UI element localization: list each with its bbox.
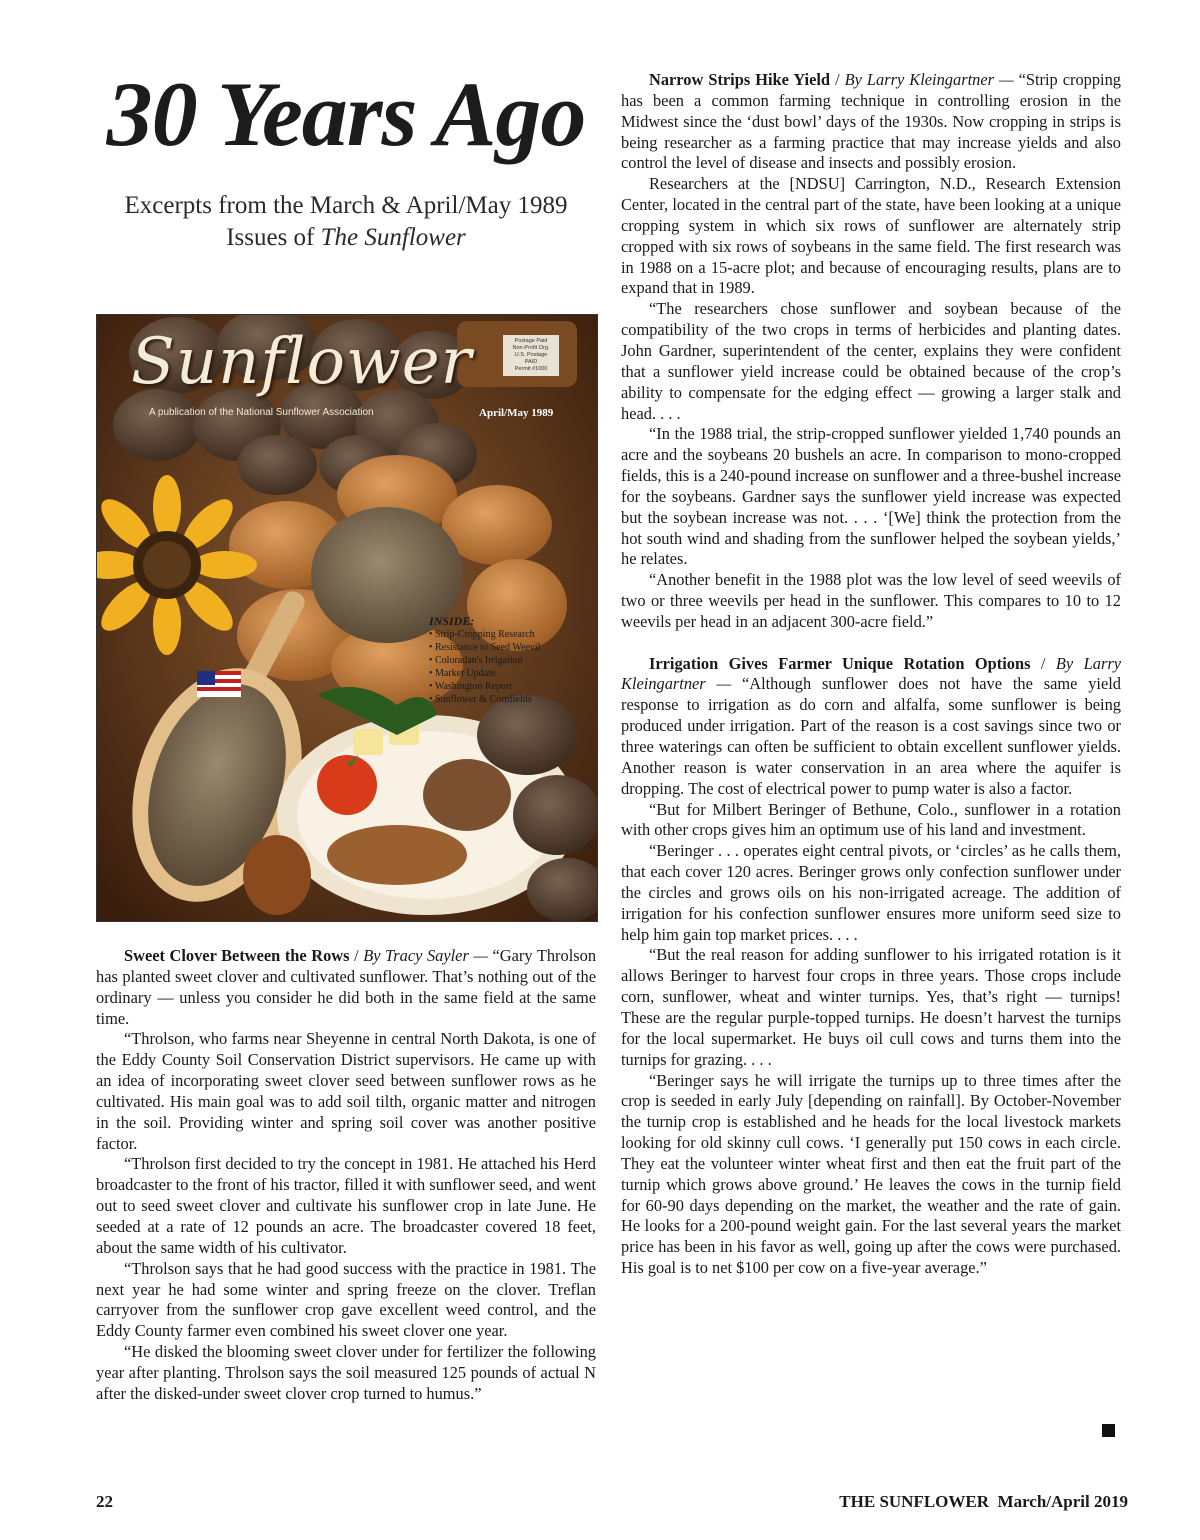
article-narrow-strips — [621, 70, 1121, 633]
postal-line: Postage Paid — [514, 338, 548, 344]
cover-inside-item: • Coloradan's Irrigation — [429, 655, 523, 666]
paragraph-text: “Gary Throlson has planted sweet clover and cultivated sunflower. That’s nothing out of the ordinary — unless you consider he did both in the same field at the same time. — [96, 946, 597, 1028]
cover-inside-item: • Washington Report — [429, 681, 513, 692]
postal-line: Permit #1000 — [514, 366, 548, 372]
cover-inside-item: • Strip-Cropping Research — [429, 629, 535, 640]
cover-inside-item: • Resistance to Seed Weevil — [429, 642, 541, 653]
article-irrigation — [621, 654, 1121, 1279]
postal-line: PAID — [524, 359, 538, 365]
cover-postal-indicia — [503, 335, 559, 376]
article-paragraph: “But for Milbert Beringer of Bethune, Colo., sunflower in a rotation with other crops gives him an optimum use of his land and investment. — [621, 799, 1121, 840]
article-paragraph — [621, 654, 1121, 800]
article-byline: By Tracy Sayler — — [363, 946, 488, 965]
subtitle-line-1: Excerpts from the March & April/May 1989 — [124, 192, 568, 219]
separator: / — [830, 70, 845, 89]
article-paragraph: “In the 1988 trial, the strip-cropped sunflower yielded 1,740 pounds an acre and the soybeans 20 bushels an acre. In comparison to mono-cropped fields, this is a 240-pound increase on sunflower and a three-bushel increase for the soybeans. Gardner says the sunflower yield increase was expected but the soybean increase was not. . . . ‘[We] think the protection from the hot south wind and shading from the sunflower helped the soybean yields,’ he relates. — [621, 424, 1121, 569]
article-headline: Narrow Strips Hike Yield — [649, 70, 831, 89]
article-paragraph: “He disked the blooming sweet clover under for fertilizer the following year after planting. Throlson says the soil measured 125 pounds of actual N after the disked-under sweet clover crop turned to humus.” — [96, 1342, 596, 1403]
article-sweet-clover — [96, 946, 596, 1405]
article-paragraph: “Throlson, who farms near Sheyenne in central North Dakota, is one of the Eddy County Soil Conservation District supervisors. He came up with an idea of incorporating sweet clover seed between sunflower rows as he cultivated. His main goal was to add soil tilth, organic matter and nitrogen in the soil. Providing winter and spring soil cover was another positive factor. — [96, 1029, 596, 1153]
article-paragraph: “Beringer . . . operates eight central pivots, or ‘circles’ as he calls them, that each cover 120 acres. Beringer grows only confection sunflower under the circles and grows oils on his non-irrigated acreage. The addition of irrigation for his confection sunflower ensures more uniform seed size to help him gain top market prices. . . . — [621, 841, 1121, 944]
magazine-cover-image — [96, 314, 598, 922]
cover-inside-item: • Sunflower & Cornfields — [429, 694, 532, 705]
separator: / — [1030, 653, 1056, 673]
article-paragraph: “Throlson says that he had good success with the practice in 1981. The next year he had some winter and spring freeze on the clover. Treflan carryover from the sunflower crop gave excellent weed control, and the Eddy County farmer even combined his sweet clover one year. — [96, 1258, 596, 1341]
article-byline: By Larry Kleingartner — — [844, 70, 1014, 89]
paragraph-text: “Strip cropping has been a common farming technique in controlling erosion in the Midwest since the ‘dust bowl’ days of the 1930s. Now cropping in strips is being researcher as a farming practice that may increase yields and also control the level of disease and insects and possibly erosion. — [621, 70, 1121, 173]
article-byline: By Larry Kleingartner — — [621, 653, 1121, 694]
article-headline: Irrigation Gives Farmer Unique Rotation Options — [649, 653, 1031, 673]
subtitle-publication: The Sunflower — [320, 224, 466, 251]
subtitle-prefix: Issues of — [226, 224, 321, 251]
cover-tagline: A publication of the National Sunflower Association — [149, 407, 374, 418]
cover-masthead: Sunflower — [131, 325, 473, 399]
article-paragraph: “Another benefit in the 1988 plot was the low level of seed weevils of two or three weevils per head in the sunflower. This compares to 10 to 12 weevils per head in an adjacent 300-acre field.” — [621, 570, 1121, 631]
postal-line: Non-Profit Org. — [512, 345, 550, 351]
page-title: 30 Years Ago — [106, 63, 586, 165]
article-paragraph: “The researchers chose sunflower and soybean because of the compatibility of the two crops in terms of herbicides and planting dates. John Gardner, superintendent of the center, explains they were confident that a sunflower yield increase could be obtained because of the crop’s ability to compensate for the edging effect — growing a larger stalk and head. . . . — [621, 299, 1121, 423]
article-headline: Sweet Clover Between the Rows — [124, 946, 350, 965]
small-flag — [197, 671, 241, 697]
cover-inside-heading: INSIDE: — [429, 614, 475, 628]
article-paragraph: “Beringer says he will irrigate the turnips up to three times after the crop is seeded in early July [depending on rainfall]. By October-November the turnip crop is established and he heads for the local livestock markets looking for old skinny cull cows. ‘I generally put 150 cows in each circle. They eat the volunteer winter wheat first and then eat the fruit part of the turnip which grows above ground.’ He leaves the cows in the turnip field for 60-90 days depending on the market, the weather and the rate of gain. He looks for a 200-pound weight gain. For the last several years the market price has been in his favor as well, going up after the cows were purchased. His goal is to net $100 per cow on a five-year average.” — [621, 1070, 1121, 1278]
subtitle-line-2 — [96, 222, 596, 254]
article-paragraph: Researchers at the [NDSU] Carrington, N.D., Research Extension Center, located in the central part of the state, have been looking at a unique cropping system in which six rows of sunflower are alternately strip cropped with six rows of soybeans in the same field. The first research was in 1988 on a 15-acre plot; and because of encouraging results, plans are to expand that in 1989. — [621, 174, 1121, 298]
cover-inside-item: • Market Update — [429, 668, 496, 679]
page-number: 22 — [96, 1492, 113, 1511]
article-paragraph — [621, 70, 1121, 174]
separator: / — [349, 946, 364, 965]
end-of-article-mark — [1102, 1424, 1115, 1437]
postal-line: U.S. Postage — [514, 352, 548, 358]
right-column — [621, 70, 1121, 1279]
cover-issue-date: April/May 1989 — [479, 407, 554, 419]
paragraph-text: “Although sunflower does not have the same yield response to irrigation as do corn and alfalfa, some sunflower is being produced under irrigation. Part of the reason is a cost savings since two or three waterings can often be sufficient to obtain excellent sunflower yields. Another reason is water conservation in an area where the aquifer is dropping. The cost of electrical power to pump water is also a factor. — [621, 674, 1121, 798]
article-paragraph — [96, 946, 596, 1029]
article-paragraph: “Throlson first decided to try the concept in 1981. He attached his Herd broadcaster to the front of his tractor, filled it with sunflower seed, and went out to seed sweet clover and cultivate his sunflower crop in late June. He seeded at a rate of 12 pounds an acre. The broadcaster covered 18 feet, about the same width of his cultivator. — [96, 1154, 596, 1257]
page-subtitle — [96, 190, 596, 254]
article-paragraph: “But the real reason for adding sunflower to his irrigated rotation is it allows Beringer to harvest four crops in three years. Those crops include corn, sunflower, wheat and winter turnips. Yes, that’s right — turnips! These are the regular purple-topped turnips. He doesn’t harvest the turnips for the local supermarket. He buys oil cull cows and turns them into the turnips for grazing. . . . — [621, 945, 1121, 1069]
cover-inside-list — [429, 615, 579, 706]
running-footer: THE SUNFLOWER March/April 2019 — [839, 1492, 1128, 1511]
